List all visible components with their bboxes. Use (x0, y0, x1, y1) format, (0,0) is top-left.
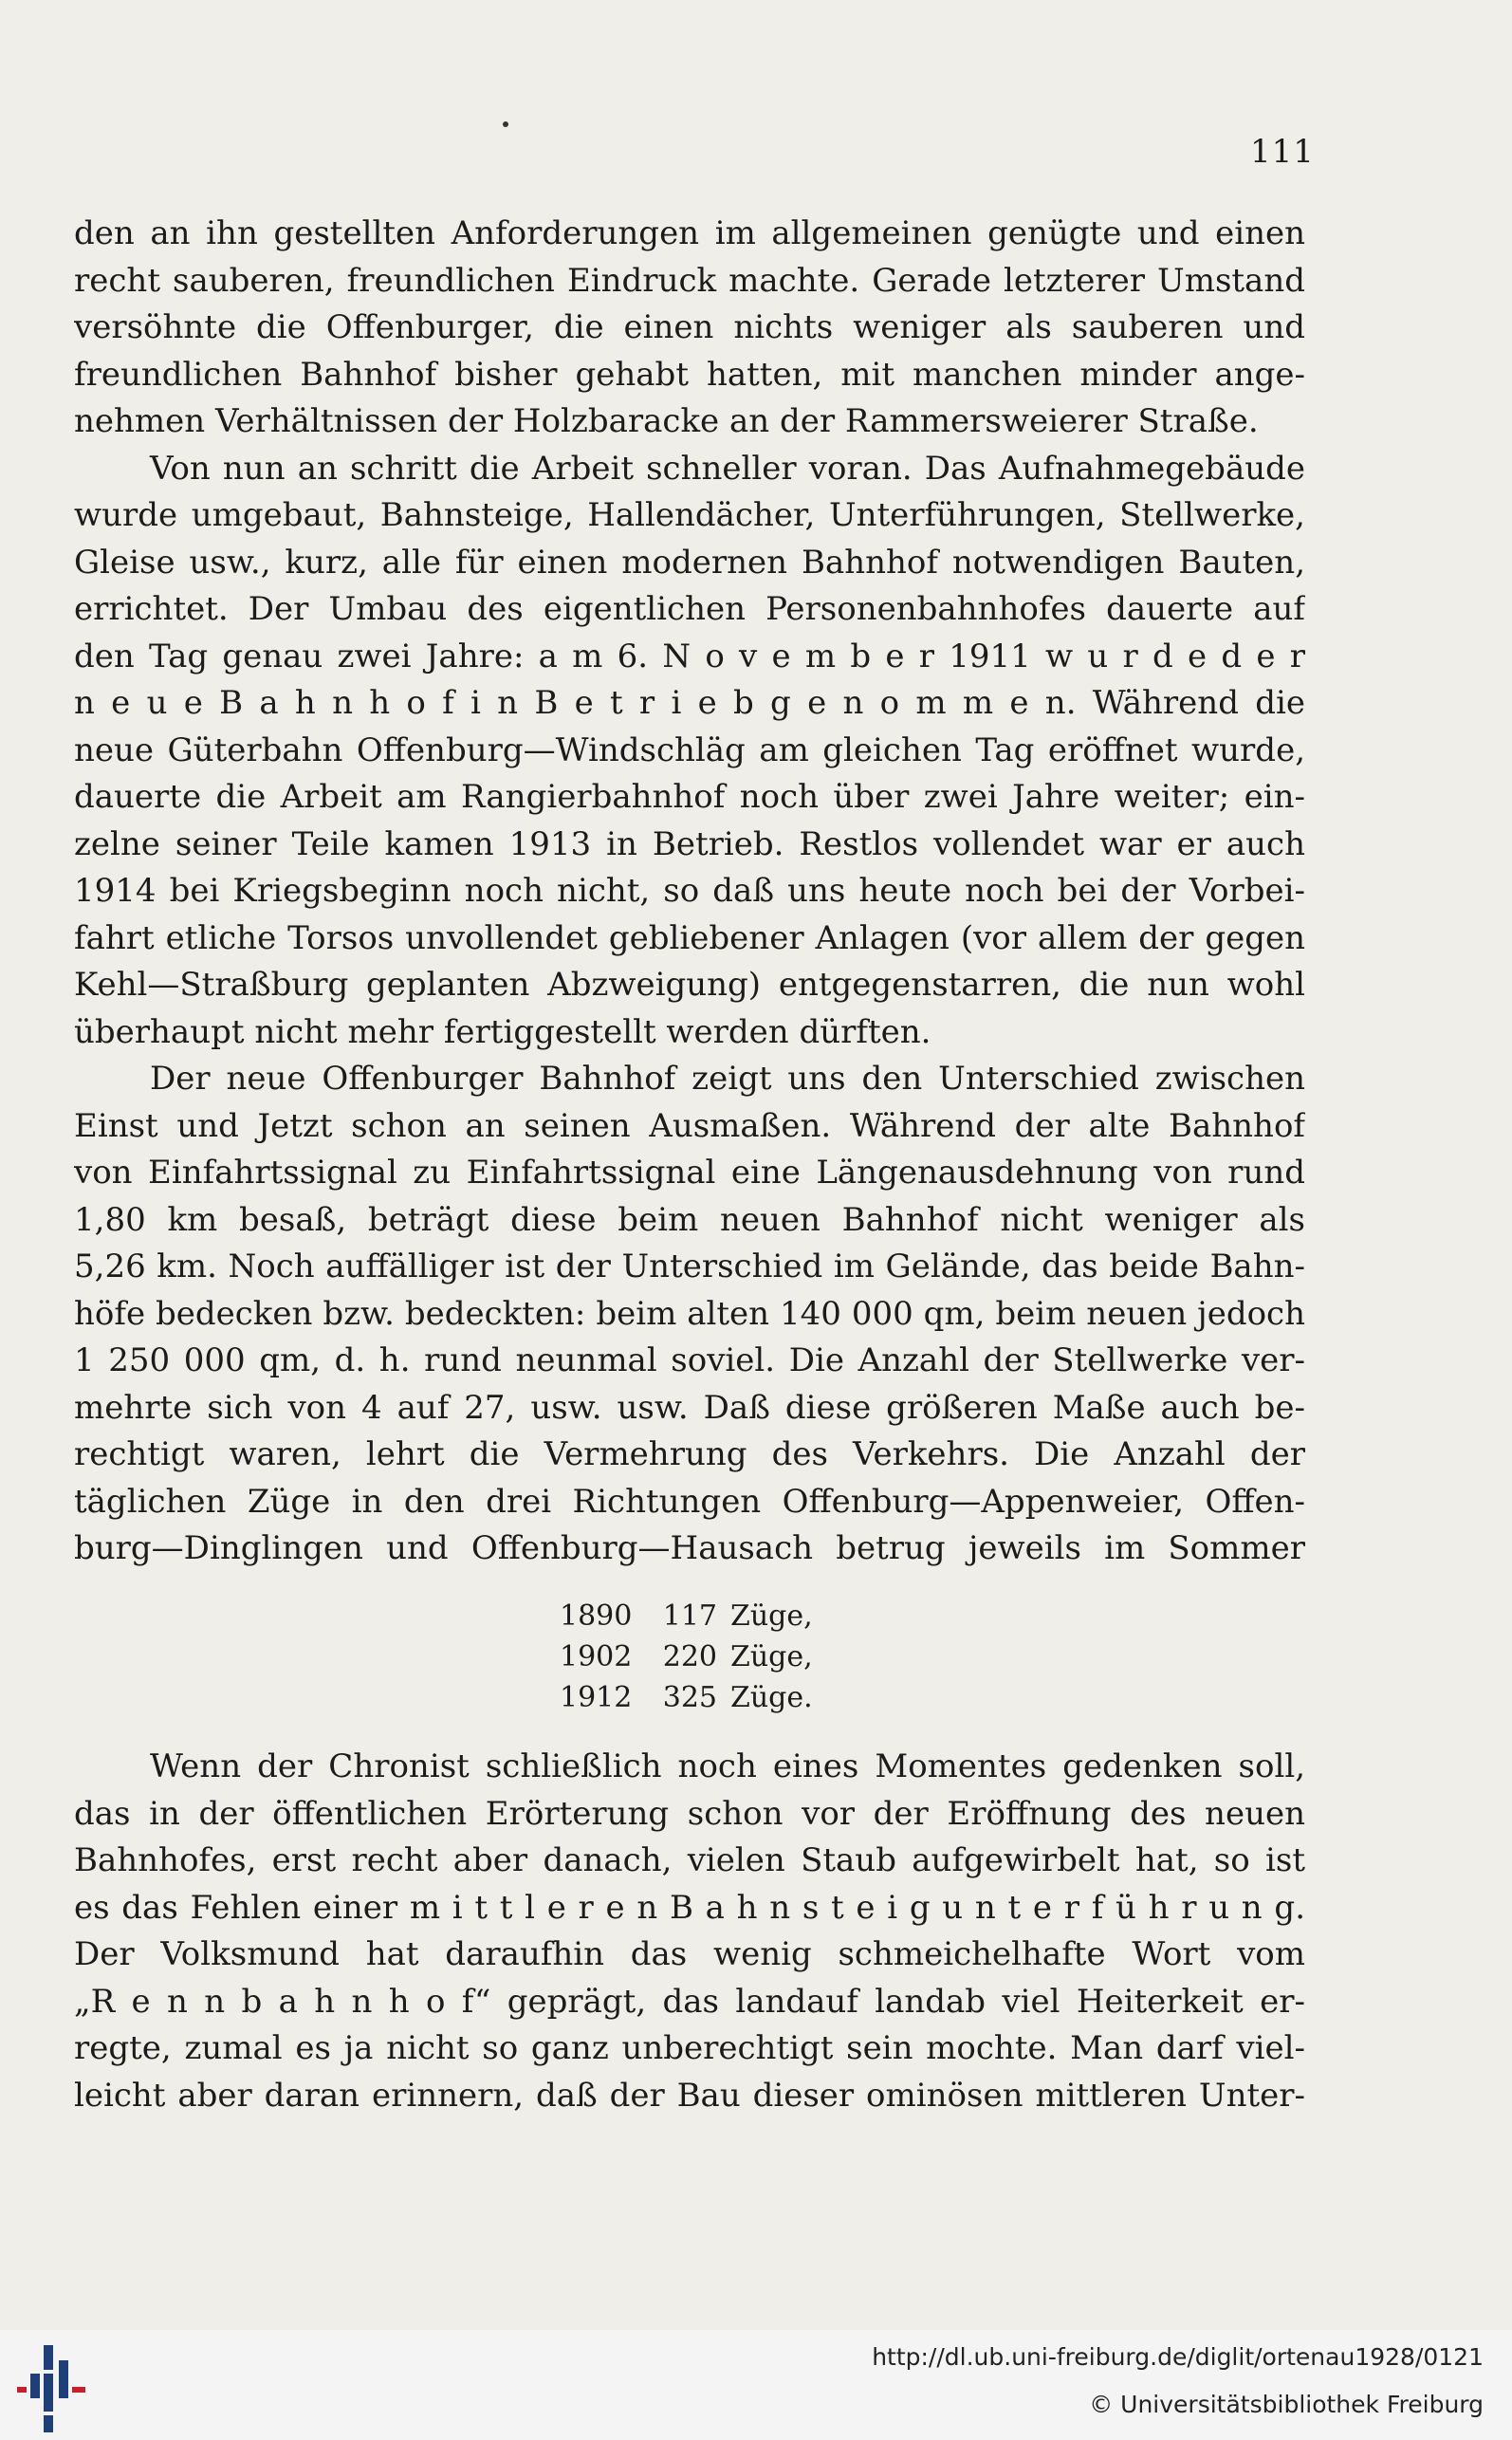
text-line: von Einfahrtssignal zu Einfahrtssignal eine Längenausdehnung von rund (74, 1154, 1305, 1192)
text-line: es das Fehlen einer m i t t l e r e n B a h n s t e i g u n t e r f ü h r u n g. (74, 1888, 1305, 1927)
text-line: mehrte sich von 4 auf 27, usw. usw. Daß diese größeren Maße auch be- (74, 1388, 1305, 1427)
text-line: Kehl—Straßburg geplanten Abzweigung) entgegenstarren, die nun wohl (74, 966, 1305, 1004)
count-cell: 117 (662, 1599, 717, 1633)
text-line: rechtigt waren, lehrt die Vermehrung des Verkehrs. Die Anzahl der (74, 1435, 1305, 1473)
text-line: neue Güterbahn Offenburg—Windschläg am gleichen Tag eröffnet wurde, (74, 730, 1305, 769)
text-line: den Tag genau zwei Jahre: a m 6. N o v e m b e r 1911 w u r d e d e r (74, 637, 1305, 675)
train-count-table (560, 1596, 813, 1718)
copyright-text: © Universitätsbibliothek Freiburg (1089, 2391, 1484, 2418)
text-line: zelne seiner Teile kamen 1913 in Betrieb. Restlos vollendet war er auch (74, 824, 1305, 863)
count-cell: 325 (662, 1681, 717, 1714)
text-line: 1914 bei Kriegsbeginn noch nicht, so daß uns heute noch bei der Vorbei- (74, 872, 1305, 910)
text-line: Von nun an schritt die Arbeit schneller voran. Das Aufnahmegebäude (150, 449, 1305, 488)
text-line: Der neue Offenburger Bahnhof zeigt uns den Unterschied zwischen (150, 1060, 1305, 1098)
text-line: leicht aber daran erinnern, daß der Bau dieser ominösen mittleren Unter- (74, 2076, 1305, 2115)
text-line: wurde umgebaut, Bahnsteige, Hallendächer, Unterführungen, Stellwerke, (74, 496, 1305, 534)
text-line: überhaupt nicht mehr fertiggestellt werden dürften. (74, 1012, 931, 1051)
stray-dot (503, 121, 508, 127)
body-text-top (74, 211, 1305, 1573)
text-line: regte, zumal es ja nicht so ganz unberechtigt sein mochte. Man darf viel- (74, 2029, 1305, 2067)
page-number: 111 (1250, 133, 1315, 171)
year-cell: 1902 (560, 1640, 633, 1673)
text-line: Gleise usw., kurz, alle für einen modernen Bahnhof notwendigen Bauten, (74, 543, 1305, 582)
text-line: freundlichen Bahnhof bisher gehabt hatten, mit manchen minder ange- (74, 355, 1305, 394)
text-line: 1 250 000 qm, d. h. rund neunmal soviel. Die Anzahl der Stellwerke ver- (74, 1341, 1305, 1379)
count-cell: 220 (662, 1640, 717, 1673)
text-line: errichtet. Der Umbau des eigentlichen Personenbahnhofes dauerte auf (74, 590, 1305, 628)
text-line: dauerte die Arbeit am Rangierbahnhof noch über zwei Jahre weiter; ein- (74, 778, 1305, 816)
unit-cell: Züge, (730, 1640, 813, 1673)
paragraph-4 (74, 1744, 1305, 2119)
table-row (560, 1636, 813, 1677)
year-cell: 1890 (560, 1599, 633, 1633)
unit-cell: Züge, (730, 1599, 813, 1633)
text-line: Einst und Jetzt schon an seinen Ausmaßen. Während der alte Bahnhof (74, 1106, 1305, 1145)
text-line: recht sauberen, freundlichen Eindruck machte. Gerade letzterer Umstand (74, 261, 1305, 300)
source-url-link[interactable]: http://dl.ub.uni-freiburg.de/diglit/ortenau1928/0121 (872, 2343, 1484, 2371)
text-line: Bahnhofes, erst recht aber danach, vielen Staub aufgewirbelt hat, so ist (74, 1841, 1305, 1879)
text-line: höfe bedecken bzw. bedeckten: beim alten 140 000 qm, beim neuen jedoch (74, 1294, 1305, 1333)
text-line: Der Volksmund hat daraufhin das wenig schmeichelhafte Wort vom (74, 1935, 1305, 1973)
text-line: burg—Dinglingen und Offenburg—Hausach betrug jeweils im Sommer (74, 1529, 1305, 1567)
text-line: versöhnte die Offenburger, die einen nichts weniger als sauberen und (74, 308, 1305, 346)
body-text-bottom (74, 1744, 1305, 2119)
paragraph-1 (74, 211, 1305, 446)
text-line: 1,80 km besaß, beträgt diese beim neuen Bahnhof nicht weniger als (74, 1200, 1305, 1239)
table-row (560, 1596, 813, 1636)
year-cell: 1912 (560, 1681, 633, 1714)
text-line: „R e n n b a h n h o f“ geprägt, das landauf landab viel Heiterkeit er- (74, 1982, 1305, 2021)
text-line: das in der öffentlichen Erörterung schon vor der Eröffnung des neuen (74, 1794, 1305, 1833)
text-line: Wenn der Chronist schließlich noch eines Momentes gedenken soll, (150, 1747, 1305, 1785)
library-logo-icon (17, 2341, 95, 2434)
text-line: fahrt etliche Torsos unvollendet gebliebener Anlagen (vor allem der gegen (74, 918, 1305, 957)
paragraph-2 (74, 446, 1305, 1057)
text-line: den an ihn gestellten Anforderungen im allgemeinen genügte und einen (74, 214, 1305, 252)
table-row (560, 1677, 813, 1718)
unit-cell: Züge. (730, 1681, 813, 1714)
text-line: täglichen Züge in den drei Richtungen Offenburg—Appenweier, Offen- (74, 1482, 1305, 1521)
text-line: 5,26 km. Noch auffälliger ist der Unterschied im Gelände, das beide Bahn- (74, 1248, 1305, 1285)
text-line: n e u e B a h n h o f i n B e t r i e b g e n o m m e n. Während die (74, 684, 1305, 722)
paragraph-3 (74, 1056, 1305, 1573)
text-line: nehmen Verhältnissen der Holzbaracke an der Rammersweierer Straße. (74, 402, 1259, 440)
